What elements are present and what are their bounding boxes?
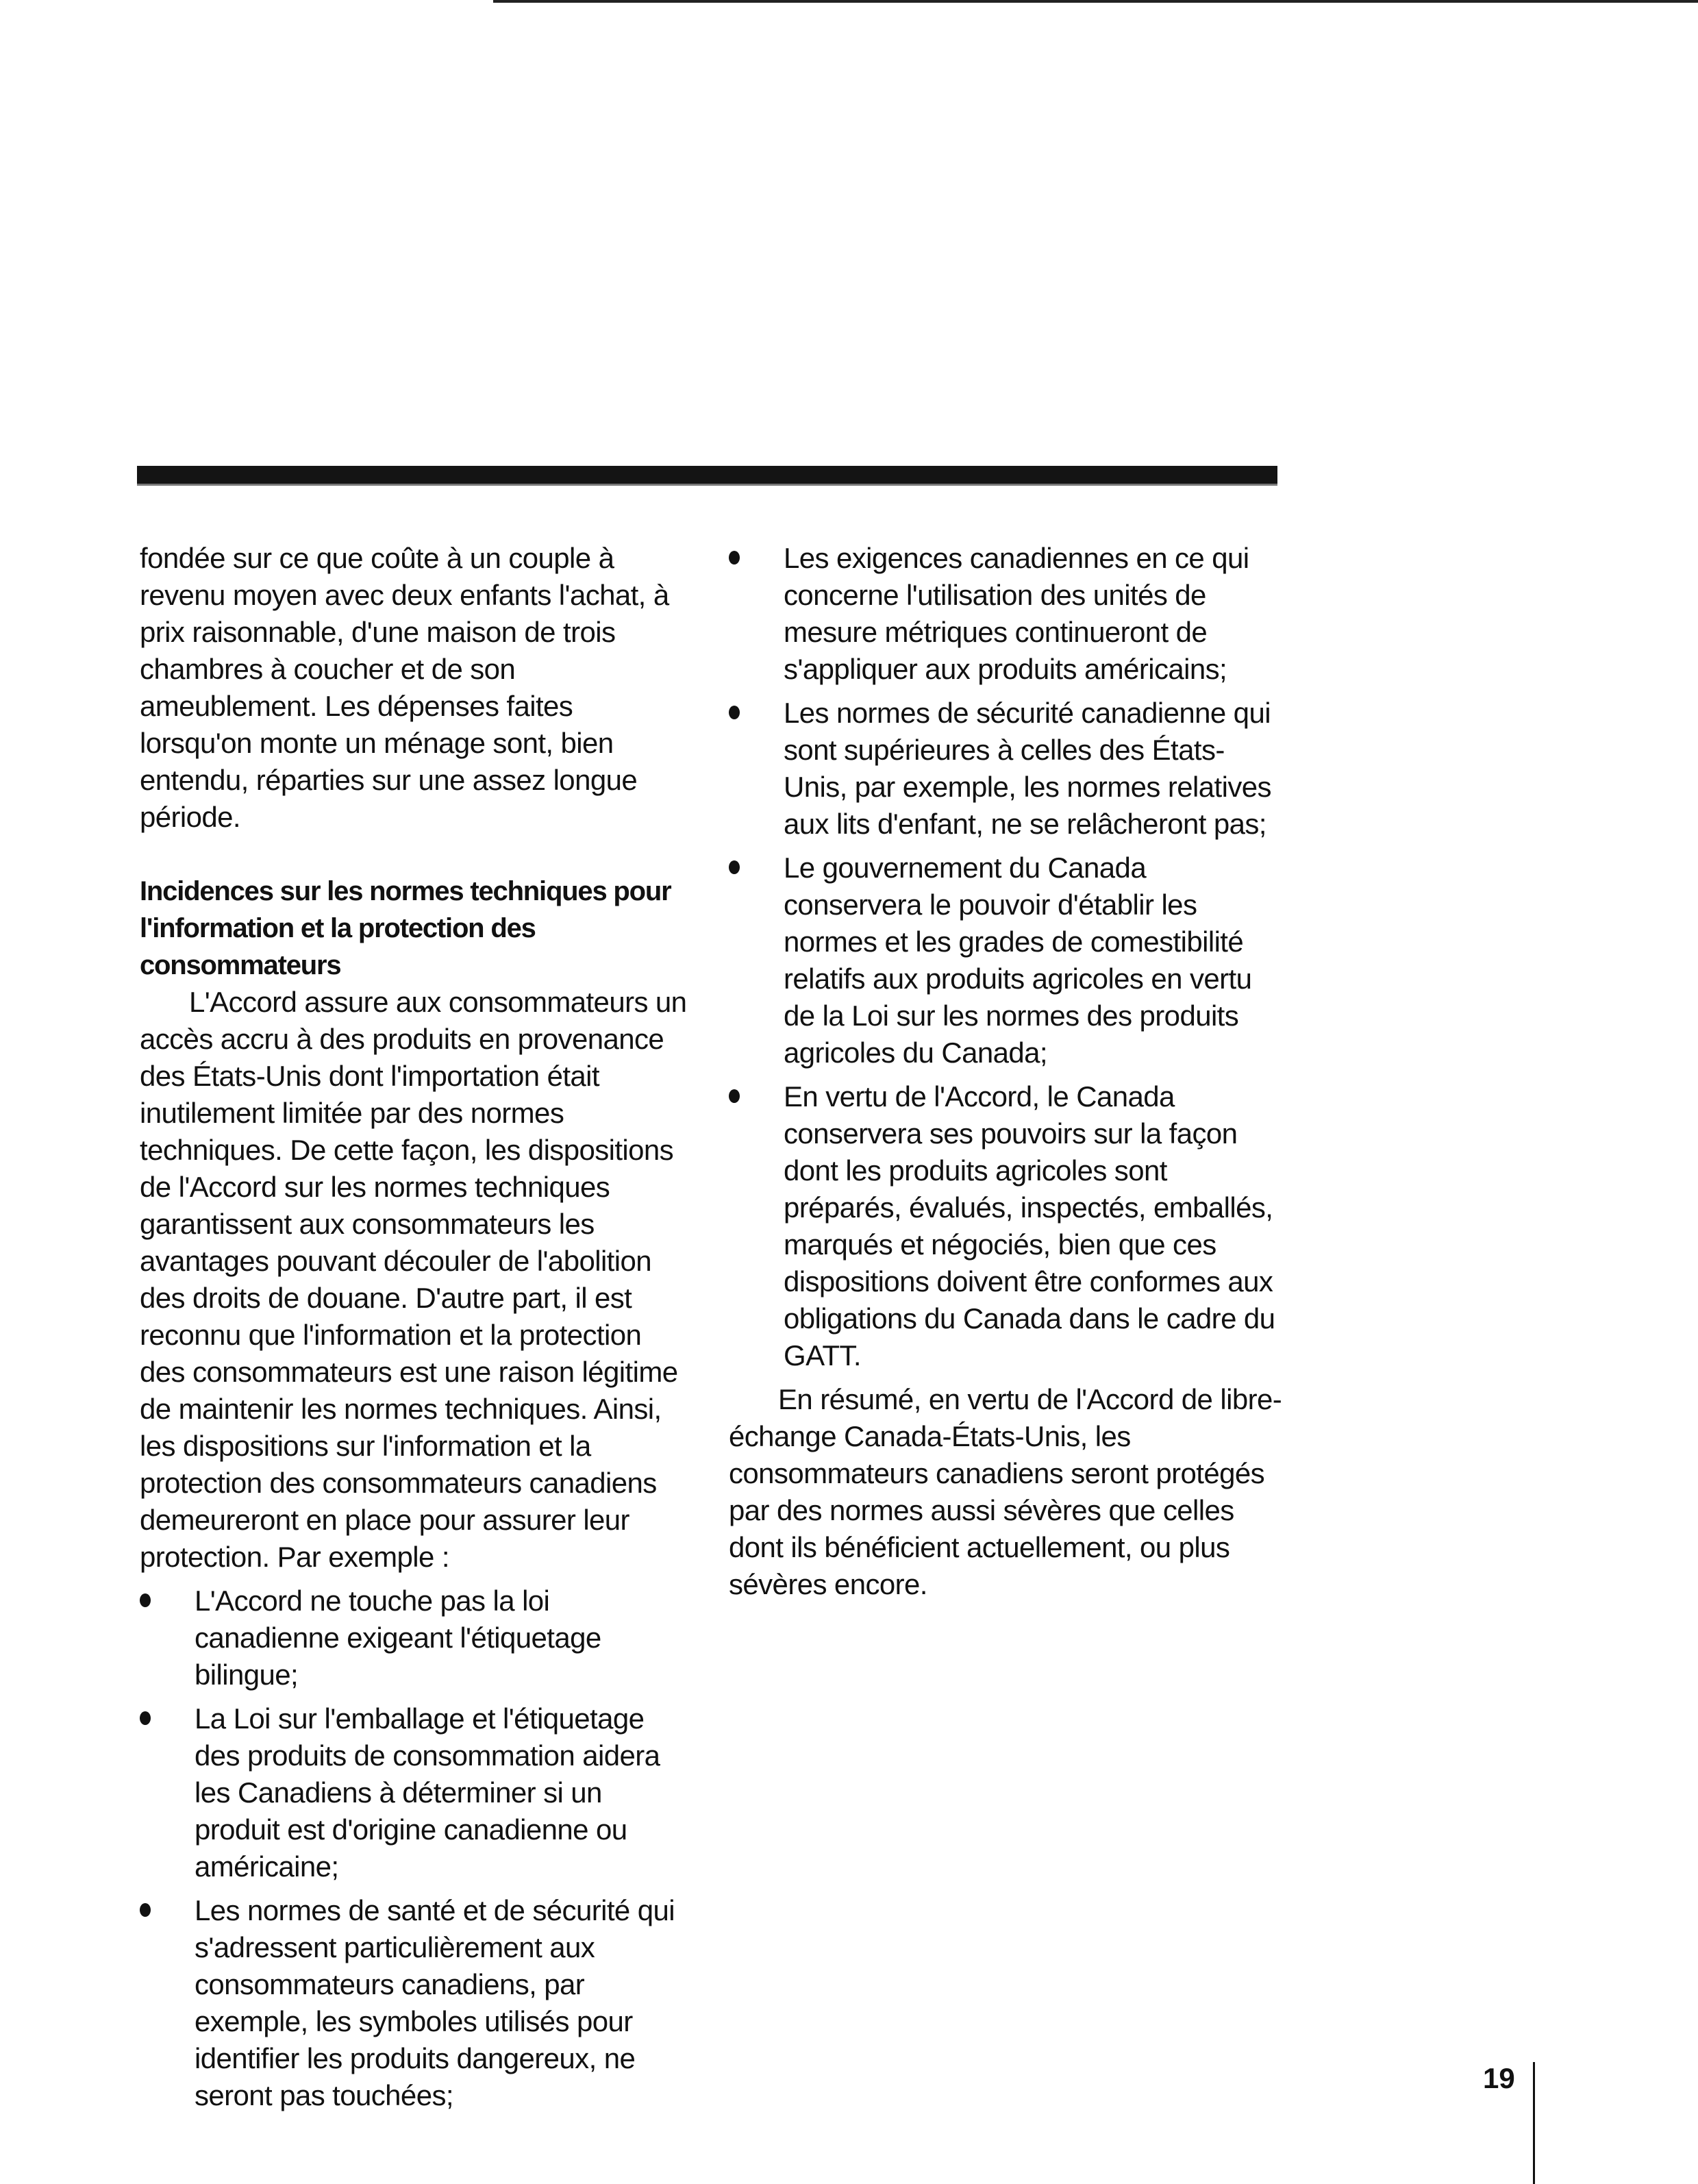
page-side-rule: [1533, 2062, 1535, 2184]
bullet-icon: [729, 860, 740, 874]
list-item: [140, 1700, 688, 1885]
list-item: [729, 1078, 1284, 1374]
bullet-icon: [729, 1089, 740, 1103]
left-bullet-list: [140, 1583, 688, 2114]
section-heading: Incidences sur les normes techniques pour l'information et la protection des consommateurs: [140, 876, 671, 980]
list-item-text: La Loi sur l'emballage et l'étiquetage des produits de consommation aidera les Canadiens à déterminer si un produit est d'origine canadienne ou américaine;: [195, 1702, 660, 1883]
intro-paragraph: fondée sur ce que coûte à un couple à revenu moyen avec deux enfants l'achat, à prix raisonnable, d'une maison de trois chambres à coucher et de son ameublement. Les dépenses faites lorsqu'on monte un ménage sont, bien entendu, réparties sur une assez longue période.: [140, 542, 669, 833]
bullet-icon: [140, 1711, 151, 1725]
list-item: [729, 540, 1284, 688]
list-item-text: Les normes de sécurité canadienne qui sont supérieures à celles des États-Unis, par exemple, les normes relatives aux lits d'enfant, ne se relâcheront pas;: [784, 697, 1271, 840]
list-item-text: Les normes de santé et de sécurité qui s'adressent particulièrement aux consommateurs canadiens, par exemple, les symboles utilisés pour identifier les produits dangereux, ne seront pas touchées;: [195, 1894, 675, 2111]
top-rule: [493, 0, 1698, 3]
bullet-icon: [140, 1903, 151, 1917]
bullet-icon: [729, 706, 740, 719]
body-paragraph: L'Accord assure aux consommateurs un accès accru à des produits en provenance des États-Unis dont l'importation était inutilement limitée par des normes techniques. De cette façon, les dispositions de l'Accord sur les normes techniques garantissent aux consommateurs les avantages pouvant découler de l'abolition des droits de douane. D'autre part, il est reconnu que l'information et la protection des consommateurs est une raison légitime de maintenir les normes techniques. Ainsi, les dispositions sur l'information et la protection des consommateurs canadiens demeureront en place pour assurer leur protection. Par exemple :: [140, 986, 687, 1573]
summary-paragraph: En résumé, en vertu de l'Accord de libre-échange Canada-États-Unis, les consommateurs canadiens seront protégés par des normes aussi sévères que celles dont ils bénéficient actuellement, ou plus sévères encore.: [729, 1383, 1282, 1600]
header-bar: [137, 466, 1277, 486]
bullet-icon: [729, 551, 740, 564]
list-item: [729, 849, 1284, 1071]
page-number: 19: [1483, 2062, 1515, 2094]
list-item-text: En vertu de l'Accord, le Canada conservera ses pouvoirs sur la façon dont les produits agricoles sont préparés, évalués, inspectés, emballés, marqués et négociés, bien que ces dispositions doivent être conformes aux obligations du Canada dans le cadre du GATT.: [784, 1080, 1275, 1372]
list-item-text: Le gouvernement du Canada conservera le pouvoir d'établir les normes et les grades de comestibilité relatifs aux produits agricoles en vertu de la Loi sur les normes des produits agricoles du Canada;: [784, 852, 1252, 1069]
right-column: [729, 540, 1284, 1603]
left-column: [140, 540, 688, 2121]
list-item-text: Les exigences canadiennes en ce qui concerne l'utilisation des unités de mesure métriques continueront de s'appliquer aux produits américains;: [784, 542, 1249, 685]
list-item: [729, 695, 1284, 843]
list-item: [140, 1583, 688, 1693]
list-item: [140, 1892, 688, 2114]
bullet-icon: [140, 1593, 151, 1607]
list-item-text: L'Accord ne touche pas la loi canadienne exigeant l'étiquetage bilingue;: [195, 1585, 601, 1691]
right-bullet-list: [729, 540, 1284, 1374]
